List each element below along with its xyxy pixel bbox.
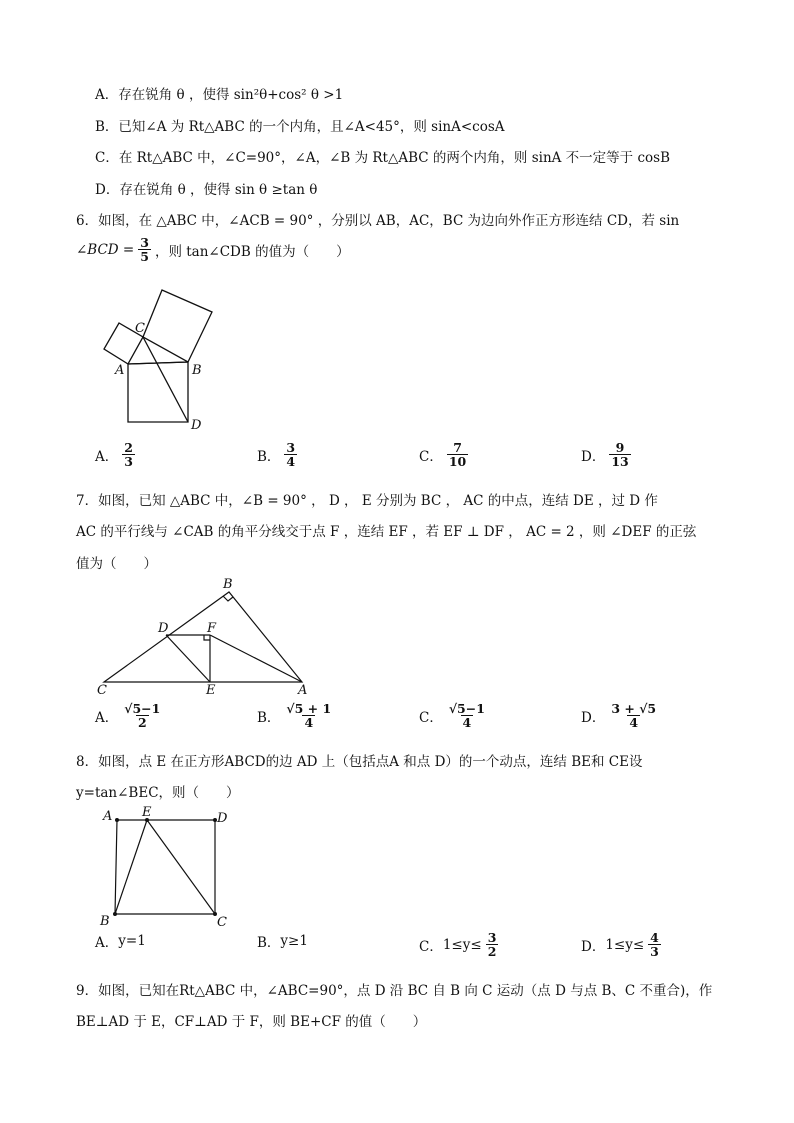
option-letter: C． bbox=[419, 709, 443, 726]
q7-option-a bbox=[95, 702, 162, 729]
q8-option-a bbox=[95, 931, 146, 951]
q8-figure bbox=[95, 804, 245, 929]
fraction-denominator: 4 bbox=[629, 715, 639, 731]
option-text: y=1 bbox=[118, 933, 146, 949]
q8-option-d bbox=[581, 931, 661, 958]
option-letter: B． bbox=[257, 935, 281, 951]
q8-label-c: C bbox=[217, 915, 227, 929]
q7-stem-line2: AC 的平行线与 ∠CAB 的角平分线交于点 F ，连结 EF ，若 EF ⊥ DF ， AC = 2 ，则 ∠DEF 的正弦 bbox=[76, 524, 697, 540]
q5-option-d: D．存在锐角 θ ，使得 sin θ ≥tan θ bbox=[95, 182, 318, 198]
fraction-numerator: √5−1 bbox=[448, 701, 485, 716]
option-fraction bbox=[122, 702, 162, 729]
q5-option-c: C．在 Rt△ABC 中，∠C=90°，∠A，∠B 为 Rt△ABC 的两个内角，则 sinA 不一定等于 cosB bbox=[95, 150, 671, 166]
q8-label-b: B bbox=[100, 914, 110, 929]
q7-figure bbox=[92, 574, 322, 700]
q6-angle-expr: ∠BCD = bbox=[76, 241, 135, 258]
option-fraction bbox=[609, 702, 658, 729]
option-fraction bbox=[122, 441, 135, 468]
q6-sin-fraction bbox=[138, 236, 151, 263]
q8-label-e: E bbox=[142, 805, 152, 820]
q7-label-d: D bbox=[158, 621, 169, 636]
fraction-denominator: 2 bbox=[137, 715, 147, 731]
q7-option-b bbox=[257, 702, 333, 729]
option-letter: C． bbox=[419, 938, 443, 955]
option-fraction bbox=[648, 931, 661, 958]
fraction-denominator: 13 bbox=[611, 454, 629, 470]
q7-option-c bbox=[419, 702, 487, 729]
fraction-numerator: 7 bbox=[453, 440, 462, 455]
q8-label-d: D bbox=[217, 811, 228, 826]
option-letter: A． bbox=[95, 709, 119, 726]
fraction-numerator: 3 bbox=[286, 440, 296, 455]
option-text: y≥1 bbox=[280, 933, 308, 949]
q8-option-c bbox=[419, 931, 498, 958]
fraction-denominator: 2 bbox=[487, 944, 497, 960]
q6-option-d bbox=[581, 441, 631, 468]
option-text: 1≤y≤ bbox=[605, 936, 645, 953]
q6-stem-tail: ，则 tan∠CDB 的值为（ ） bbox=[154, 243, 350, 260]
option-fraction bbox=[609, 441, 630, 468]
q6-option-b bbox=[257, 441, 297, 468]
q6-label-a: A bbox=[115, 363, 125, 378]
fraction-denominator: 4 bbox=[304, 715, 314, 731]
option-fraction bbox=[447, 702, 487, 729]
option-letter: D． bbox=[581, 709, 606, 726]
q8-stem-line2: y=tan∠BEC，则（ ） bbox=[76, 785, 240, 801]
q8-label-a: A bbox=[103, 809, 113, 824]
fraction-numerator: 4 bbox=[650, 930, 659, 945]
q9-stem-line2: BE⊥AD 于 E，CF⊥AD 于 F，则 BE+CF 的值（ ） bbox=[76, 1014, 427, 1030]
option-letter: C． bbox=[419, 448, 443, 465]
fraction-numerator: 3 bbox=[487, 930, 497, 945]
q6-sin-num: 3 bbox=[140, 235, 149, 250]
fraction-denominator: 4 bbox=[286, 454, 296, 470]
fraction-numerator: 2 bbox=[124, 440, 133, 455]
q7-option-d bbox=[581, 702, 658, 729]
option-fraction bbox=[486, 931, 499, 958]
fraction-numerator: 9 bbox=[615, 440, 625, 455]
q6-sin-den: 5 bbox=[140, 249, 149, 265]
q6-stem-line1: 6．如图，在 △ABC 中，∠ACB = 90° ，分别以 AB，AC，BC 为边向外作正方形连结 CD，若 sin bbox=[76, 213, 680, 229]
q6-label-b: B bbox=[192, 363, 202, 378]
option-letter: B． bbox=[257, 448, 281, 465]
q5-option-a: A．存在锐角 θ ，使得 sin²θ+cos² θ >1 bbox=[95, 87, 344, 103]
fraction-numerator: √5 + 1 bbox=[286, 701, 332, 716]
option-fraction bbox=[284, 441, 297, 468]
q5-option-b: B．已知∠A 为 Rt△ABC 的一个内角，且∠A<45°，则 sinA<cosA bbox=[95, 119, 505, 135]
fraction-denominator: 3 bbox=[124, 454, 133, 470]
fraction-denominator: 4 bbox=[462, 715, 472, 731]
option-letter: B． bbox=[257, 709, 281, 726]
fraction-denominator: 3 bbox=[650, 944, 659, 960]
q7-label-b: B bbox=[223, 577, 233, 592]
q6-figure bbox=[95, 282, 225, 432]
q7-label-f: F bbox=[207, 621, 217, 636]
option-text: 1≤y≤ bbox=[442, 936, 482, 953]
q6-label-c: C bbox=[135, 321, 145, 336]
q6-stem-line2 bbox=[76, 236, 350, 263]
option-letter: D． bbox=[581, 938, 606, 955]
option-fraction bbox=[284, 702, 333, 729]
q6-label-d: D bbox=[191, 418, 202, 432]
q7-label-c: C bbox=[97, 683, 107, 698]
q7-label-e: E bbox=[206, 683, 216, 698]
option-letter: A． bbox=[95, 935, 119, 951]
q7-stem-line3: 值为（ ） bbox=[76, 556, 157, 572]
q9-stem-line1: 9．如图，已知在Rt△ABC 中，∠ABC=90°，点 D 沿 BC 自 B 向 C 运动（点 D 与点 B、C 不重合)，作 bbox=[76, 983, 713, 999]
q8-stem-line1: 8．如图，点 E 在正方形ABCD的边 AD 上（包括点A 和点 D）的一个动点，连结 BE和 CE设 bbox=[76, 754, 643, 770]
fraction-denominator: 10 bbox=[448, 454, 467, 470]
q8-option-b bbox=[257, 931, 308, 951]
q7-stem-line1: 7．如图，已知 △ABC 中，∠B = 90° ， D ， E 分别为 BC ， AC 的中点，连结 DE ，过 D 作 bbox=[76, 493, 658, 509]
option-letter: D． bbox=[581, 448, 606, 465]
q6-option-a bbox=[95, 441, 135, 468]
q7-label-a: A bbox=[298, 683, 308, 698]
q6-option-c bbox=[419, 441, 468, 468]
fraction-numerator: √5−1 bbox=[124, 701, 161, 716]
option-fraction bbox=[447, 441, 468, 468]
fraction-numerator: 3 + √5 bbox=[611, 701, 657, 716]
option-letter: A． bbox=[95, 448, 119, 465]
